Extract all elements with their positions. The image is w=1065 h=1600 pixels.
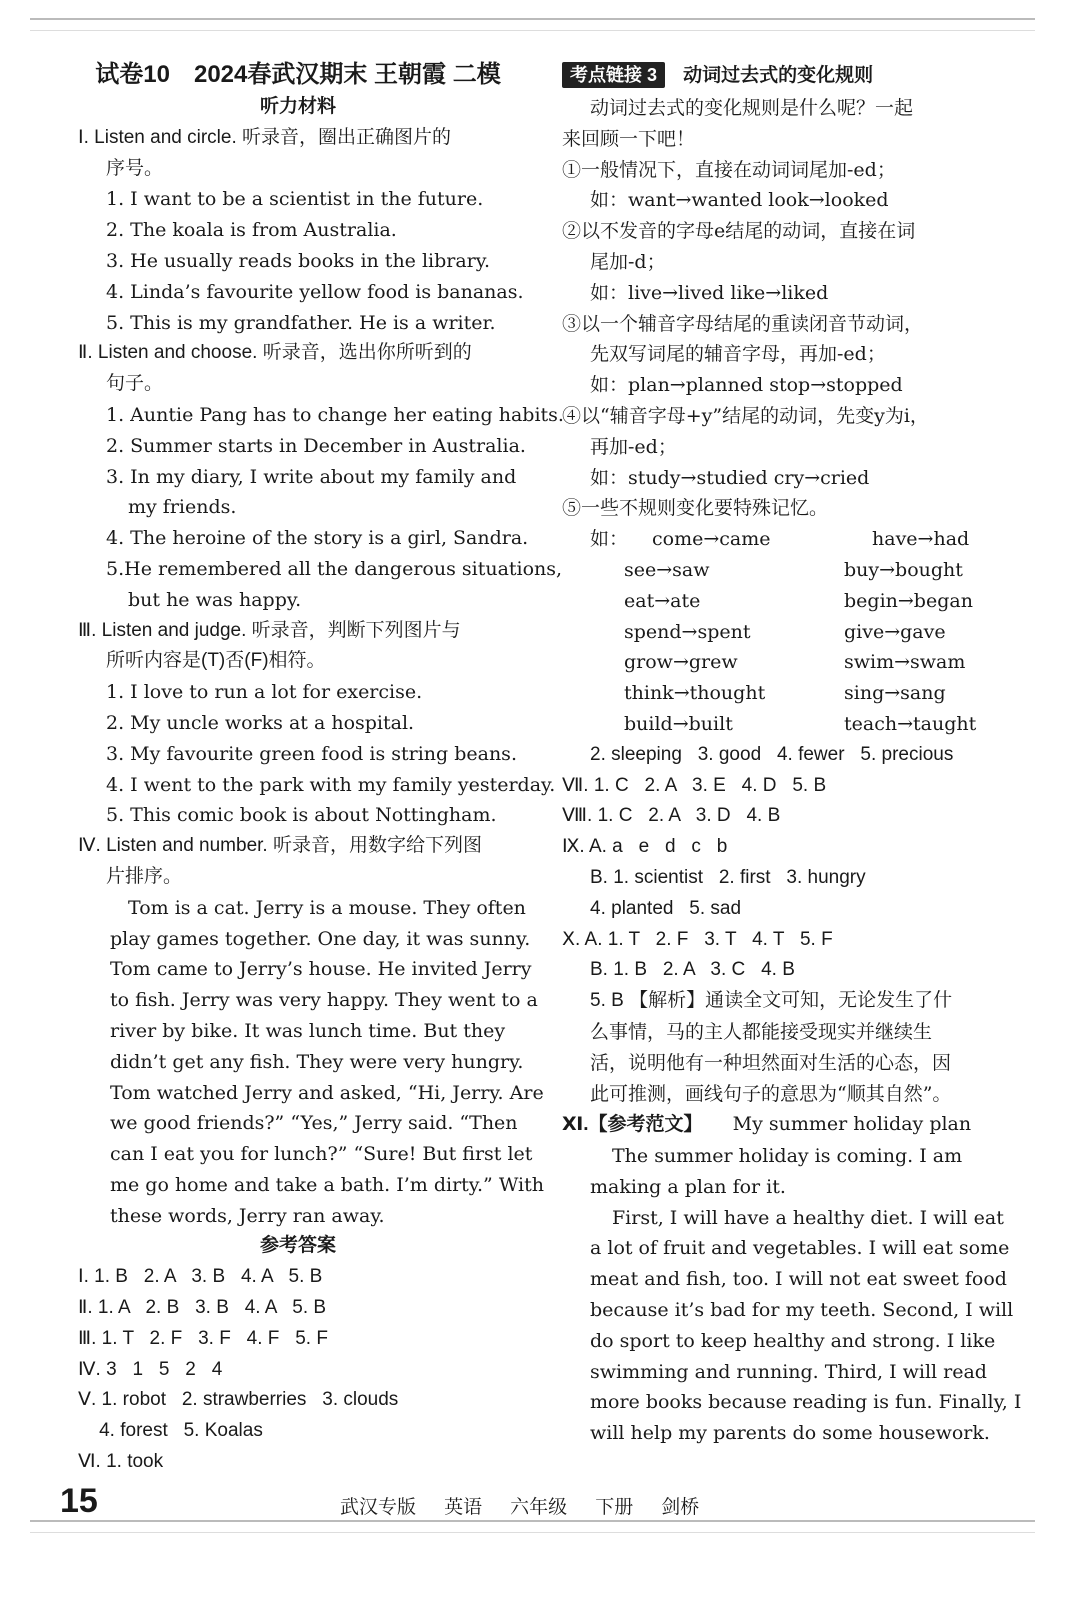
section-1-heading: Ⅰ. Listen and circle. 听录音，圈出正确图片的 [78,126,452,148]
knowledge-link-badge: 考点链接 3 [562,62,665,88]
rule-example: 如：study→studied cry→cried [590,466,870,489]
essay-line: making a plan for it. [590,1175,786,1198]
irregular-verb: begin→began [844,589,973,612]
page-number: 15 [60,1482,98,1520]
rule-example: 如：live→lived like→liked [590,281,829,304]
answers-title: 参考答案 [259,1235,336,1257]
list-item: 3. He usually reads books in the library. [106,249,491,272]
essay-line: First, I will have a healthy diet. I will eat [612,1206,1004,1229]
answer-line: 2. sleeping 3. good 4. fewer 5. precious [590,743,954,765]
knowledge-link-heading: 动词过去式的变化规则 [683,65,874,86]
irregular-verb: spend→spent [624,620,751,643]
rule-line: ③以一个辅音字母结尾的重读闭音节动词， [562,312,924,335]
irregular-verb: buy→bought [844,558,963,581]
top-decorative-border [30,18,1035,31]
irregular-verb: come→came [652,528,771,551]
story-line: Tom is a cat. Jerry is a mouse. They often [128,896,526,919]
section-1-heading-cont: 序号。 [106,157,164,179]
irregular-prefix: 如： [590,528,629,551]
list-item: 5.He remembered all the dangerous situations, [106,557,563,580]
irregular-verb: think→thought [624,682,766,705]
irregular-row [562,709,1002,740]
rule-line: 先双写词尾的辅音字母，再加-ed； [590,343,886,366]
section-3-heading: Ⅲ. Listen and judge. 听录音，判断下列图片与 [78,619,461,641]
list-item: 5. This comic book is about Nottingham. [106,804,497,827]
irregular-verb: sing→sang [844,682,946,705]
irregular-verb: grow→grew [624,651,738,674]
explanation-line: 5. B 【解析】通读全文可知，无论发生了什 [590,990,953,1012]
footer-publisher: 剑桥 [661,1496,700,1518]
intro-line: 来回顾一下吧！ [562,127,696,150]
essay-line: will help my parents do some housework. [590,1422,990,1445]
list-item: 2. My uncle works at a hospital. [106,711,415,734]
footer-volume: 下册 [595,1496,634,1518]
story-line: we good friends?” “Yes,” Jerry said. “Then [110,1112,518,1135]
essay-line: The summer holiday is coming. I am [612,1145,963,1168]
footer-grade: 六年级 [510,1496,568,1518]
intro-line: 动词过去式的变化规则是什么呢？一起 [590,97,914,119]
irregular-row [562,647,1002,678]
irregular-verb: give→gave [844,620,946,643]
essay-line: do sport to keep healthy and strong. I like [590,1329,996,1352]
story-line: river by bike. It was lunch time. But they [110,1019,506,1042]
list-item: 1. I love to run a lot for exercise. [106,681,423,704]
list-item: 3. My favourite green food is string beans. [106,742,517,765]
rule-line: ⑤一些不规则变化要特殊记忆。 [562,497,829,520]
irregular-verb: build→built [624,712,733,735]
essay-label: Ⅺ.【参考范文】 [562,1114,703,1136]
irregular-verb: teach→taught [844,712,977,735]
essay-line: meat and fish, too. I will not eat sweet food [590,1268,1007,1291]
section-3-heading-cont: 所听内容是(T)否(F)相符。 [106,650,326,672]
story-line: can I eat you for lunch?” “Sure! But first let [110,1143,533,1166]
list-item: 1. I want to be a scientist in the future. [106,188,484,211]
answer-line: Ⅵ. 1. took [78,1451,164,1473]
essay-header [562,1109,1002,1141]
story-line: play games together. One day, it was sunny. [110,927,531,950]
irregular-verb: have→had [872,528,970,551]
explanation-line: 此可推测，画线句子的意思为“顺其自然”。 [590,1082,952,1105]
rule-example: 如：plan→planned stop→stopped [590,374,903,397]
list-item: 5. This is my grandfather. He is a writer. [106,311,496,334]
irregular-row [562,586,1002,617]
list-item: 2. Summer starts in December in Australia. [106,434,526,457]
answer-line: Ⅱ. 1. A 2. B 3. B 4. A 5. B [78,1297,327,1319]
explanation-line: 活，说明他有一种坦然面对生活的心态，因 [590,1051,952,1074]
footer-edition: 武汉专版 [340,1496,417,1518]
listening-material-title: 听力材料 [259,96,336,117]
answer-line: Ⅲ. 1. T 2. F 3. F 4. F 5. F [78,1327,328,1349]
story-line: Tom came to Jerry’s house. He invited Jerry [110,958,532,981]
answer-line: Ⅹ. A. 1. T 2. F 3. T 4. T 5. F [562,928,833,950]
footer-subject: 英语 [444,1496,483,1518]
bottom-decorative-border [30,1520,1035,1533]
answer-line: B. 1. scientist 2. first 3. hungry [590,866,866,888]
answer-line: Ⅶ. 1. C 2. A 3. E 4. D 5. B [562,774,827,796]
story-line: to fish. Jerry was very happy. They went to a [110,989,538,1012]
list-item: 1. Auntie Pang has to change her eating habits. [106,403,564,426]
essay-line: swimming and running. Third, I will read [590,1360,987,1383]
answer-line: Ⅴ. 1. robot 2. strawberries 3. clouds [78,1389,399,1411]
essay-title: My summer holiday plan [732,1113,972,1136]
answer-line: 4. forest 5. Koalas [78,1420,263,1442]
essay-line: because it’s bad for my teeth. Second, I will [590,1299,1014,1322]
rule-line: ②以不发音的字母e结尾的动词，直接在词 [562,220,916,243]
rule-line: ①一般情况下，直接在动词词尾加-ed； [562,158,896,181]
rule-example: 如：want→wanted look→looked [590,189,889,212]
irregular-row [562,617,1002,648]
irregular-verb: swim→swam [844,651,966,674]
footer-info [340,1492,721,1519]
knowledge-link-header [562,58,1002,93]
list-item: 4. Linda’s favourite yellow food is bananas. [106,280,524,303]
section-4-heading-cont: 片排序。 [106,865,183,887]
paper-title: 试卷10 2024春武汉期末 王朝霞 二模 [95,61,501,88]
rule-line: 再加-ed； [590,435,677,458]
list-item: my friends. [128,496,237,519]
irregular-verb: see→saw [624,558,710,581]
rule-line: ④以“辅音字母+y”结尾的动词，先变y为i， [562,404,929,427]
irregular-verb: eat→ate [624,589,701,612]
list-item: 3. In my diary, I write about my family and [106,465,517,488]
section-2-heading: Ⅱ. Listen and choose. 听录音，选出你所听到的 [78,342,472,364]
story-line: me go home and take a bath. I’m dirty.” With [110,1173,544,1196]
list-item: 2. The koala is from Australia. [106,219,397,242]
explanation-line: 么事情，马的主人都能接受现实并继续生 [590,1020,933,1043]
list-item: but he was happy. [128,588,302,611]
answer-line: Ⅳ. 3 1 5 2 4 [78,1358,223,1380]
story-line: Tom watched Jerry and asked, “Hi, Jerry. Are [110,1081,544,1104]
answer-line: B. 1. B 2. A 3. C 4. B [590,959,795,981]
answer-line: Ⅸ. A. a e d c b [562,836,728,858]
story-line: these words, Jerry ran away. [110,1204,385,1227]
rule-line: 尾加-d； [590,250,666,273]
answer-line: Ⅷ. 1. C 2. A 3. D 4. B [562,805,781,827]
essay-line: a lot of fruit and vegetables. I will eat some [590,1237,1010,1260]
irregular-row [562,678,1002,709]
list-item: 4. The heroine of the story is a girl, Sandra. [106,527,529,550]
story-line: didn’t get any fish. They were very hungry. [110,1050,524,1073]
list-item: 4. I went to the park with my family yesterday. [106,773,556,796]
section-4-heading: Ⅳ. Listen and number. 听录音，用数字给下列图 [78,835,482,857]
right-column [562,58,1022,1449]
left-column [78,58,564,1478]
section-2-heading-cont: 句子。 [106,373,164,395]
essay-line: more books because reading is fun. Finally, I [590,1391,1022,1414]
answer-line: Ⅰ. 1. B 2. A 3. B 4. A 5. B [78,1266,323,1288]
irregular-row [562,524,1002,555]
answer-line: 4. planted 5. sad [590,897,742,919]
irregular-row [562,555,1002,586]
